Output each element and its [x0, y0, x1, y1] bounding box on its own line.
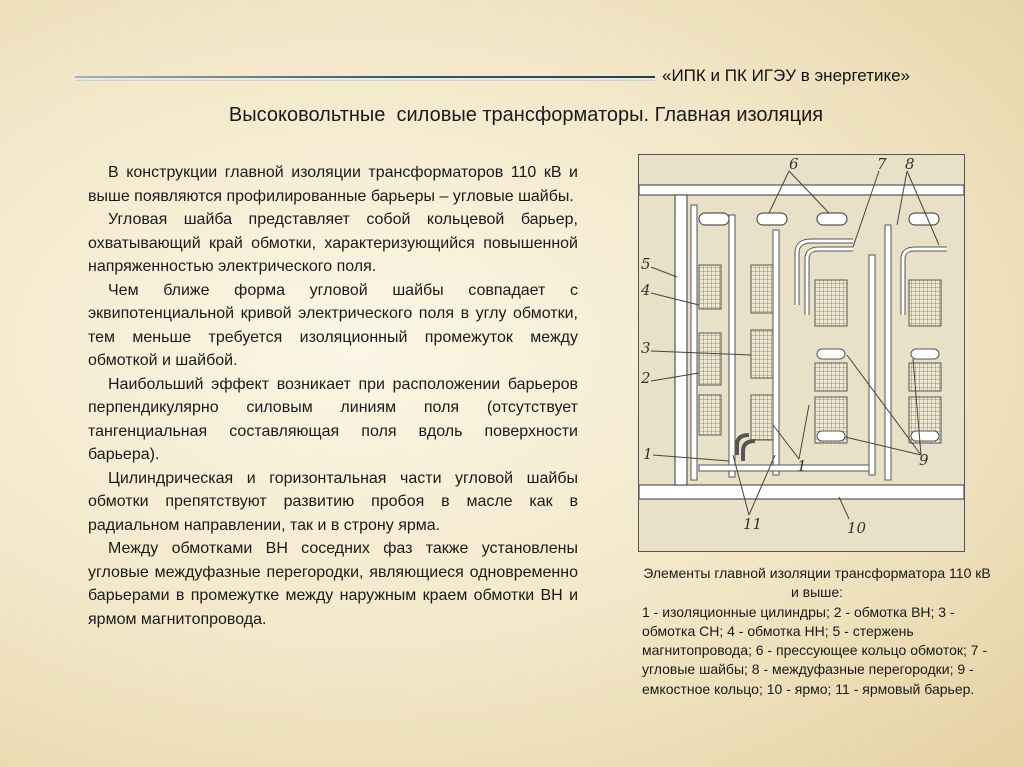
- yoke-barrier: [699, 465, 869, 471]
- body-paragraph: Цилиндрическая и горизонтальная части угловой шайбы обмотки препятствуют развитию пробоя в масле как в радиальном направлении, так и в строну ярма.: [88, 469, 578, 534]
- figure-caption: [642, 564, 992, 699]
- pressing-ring: [817, 213, 847, 225]
- body-paragraph: В конструкции главной изоляции трансформаторов 110 кВ и выше появляются профилированные барьеры – угловые шайбы.: [88, 164, 578, 205]
- bottom-yoke: [639, 485, 964, 499]
- label-11: 11: [743, 515, 763, 533]
- body-paragraph: Чем ближе форма угловой шайбы совпадает с эквипотенциальной кривой электрического поля в углу обмотки, тем меньше требуется изоляционный промежуток между обмоткой и шайбой.: [88, 281, 578, 369]
- label-1b: 1: [797, 457, 807, 475]
- insulation-diagram: [638, 154, 965, 552]
- label-4: 4: [641, 281, 651, 299]
- body-paragraph: Угловая шайба представляет собой кольцевой барьер, охватывающий край обмотки, характеризующийся повышенной напряженностью электрического поля.: [88, 211, 578, 275]
- capacitive-ring: [817, 349, 845, 359]
- lv-winding: [699, 265, 721, 435]
- capacitive-ring: [817, 431, 845, 441]
- label-6: 6: [789, 155, 799, 173]
- insulation-cylinder: [729, 215, 735, 477]
- mv-winding: [751, 265, 773, 440]
- capacitive-ring: [911, 431, 939, 441]
- organization-name: «ИПК и ПК ИГЭУ в энергетике»: [662, 66, 911, 85]
- body-text: [88, 161, 578, 631]
- header-divider: [75, 76, 655, 78]
- insulation-cylinder: [869, 255, 875, 475]
- insulation-cylinder: [773, 230, 779, 475]
- label-8: 8: [905, 155, 915, 173]
- label-9: 9: [919, 451, 929, 469]
- hv-winding: [815, 280, 941, 443]
- pressing-ring: [699, 213, 729, 225]
- label-10: 10: [847, 519, 867, 537]
- pressing-ring: [909, 213, 939, 225]
- body-paragraph: Между обмотками ВН соседних фаз также установлены угловые междуфазные перегородки, являющиеся одновременно барьерами в промежутке между наружным краем обмотки ВН и ярмом магнитопровода.: [88, 540, 578, 628]
- capacitive-ring: [911, 349, 939, 359]
- caption-legend: 1 - изоляционные цилиндры; 2 - обмотка ВН; 3 - обмотка СН; 4 - обмотка НН; 5 - стержень магнитопровода; 6 - прессующее кольцо обмоток; 7 - угловые шайбы; 8 - междуфазные перегородки; 9 - емкостное кольцо; 10 - ярмо; 11 - ярмовый барьер.: [642, 603, 988, 697]
- slide-title: Высоковольтные силовые трансформаторы. Главная изоляция: [228, 104, 824, 126]
- core-limb: [675, 195, 687, 485]
- label-2: 2: [641, 369, 651, 387]
- insulation-diagram-svg: [639, 155, 964, 551]
- header-divider-thin: [75, 80, 655, 81]
- label-1: 1: [643, 445, 653, 463]
- pressing-ring: [757, 213, 787, 225]
- phase-barrier: [885, 225, 891, 480]
- angle-ring: [743, 441, 755, 461]
- body-paragraph: Наибольший эффект возникает при расположении барьеров перпендикулярно силовым линиям поля (отсутствует тангенциальная составляющая поля вдоль поверхности барьера).: [88, 375, 578, 463]
- label-7: 7: [877, 155, 887, 173]
- caption-title: Элементы главной изоляции трансформатора 110 кВ и выше:: [643, 565, 991, 601]
- label-3: 3: [641, 339, 651, 357]
- label-5: 5: [641, 255, 651, 273]
- insulation-cylinder: [691, 205, 697, 480]
